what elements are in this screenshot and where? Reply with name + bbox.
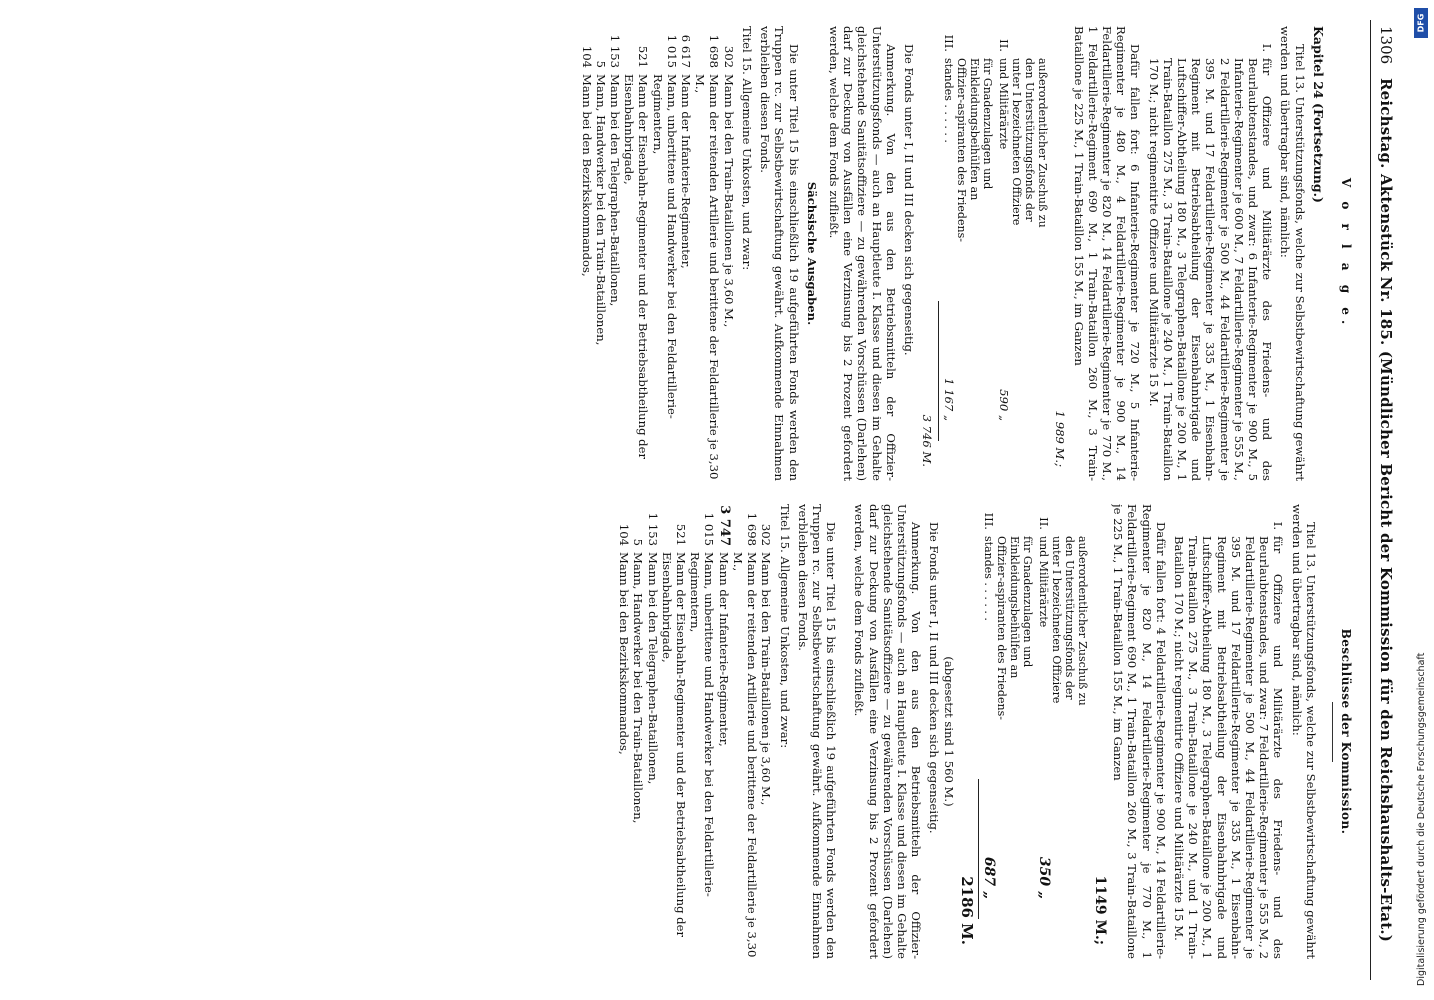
item-3-amount: 1 167 „ [942, 378, 957, 421]
total-amount: 2186 M. [957, 876, 976, 945]
item-2-text: außerordentlicher Zuschuß zu den Unterstützungsfonds der unter I bezeichneten Offiziere und Militärärzte [1036, 536, 1089, 706]
total-amount: 3 746 M. [920, 414, 935, 467]
list-item [722, 26, 736, 481]
item-3-text: für Gnadenzulagen und Einkleidungsbeihülfen an Offizier-aspiranten des Friedens-standes . . . . . . [942, 58, 995, 242]
list-item [759, 504, 773, 959]
item-2 [1037, 504, 1089, 959]
digitization-sidebar [1412, 6, 1432, 996]
saechs-intro: Die unter Titel 15 bis einschließlich 19 aufgeführten Fonds werden den Truppen rc. zur Selbstbewirtschaftung gewährt. Aufkommende Einnahmen verbleiben diesen Fonds. [758, 26, 801, 481]
dafuer-text: Dafür fallen fort: 6 Infanterie-Regimenter je 720 M., 5 Infanterie-Regimenter je 480 M., 4 Feldartillerie-Regimenter je 900 M., 14 Feldartillerie-Regimenter je 820 M., 14 Feldartillerie-Regimenter je 770 M., 1 Feldartillerie-Regiment 690 M., 1 Train-Bataillon 260 M., 3 Train-Bataillone je 225 M., 1 Train-Bataillon 155 M., im Ganzen [1071, 26, 1143, 481]
list-item [579, 26, 593, 481]
row-text: Mann der reitenden Artillerie und berittene der Feldartillerie je 3,30 M., [730, 552, 760, 958]
list-item [608, 26, 622, 481]
row-text: Mann, unberittene und Handwerker bei den Feldartillerie-Regimentern, [688, 552, 717, 897]
row-number: 1 153 [645, 512, 660, 546]
list-item [631, 504, 645, 959]
item-3-amount: 687 „ [980, 856, 997, 899]
row-text: Mann bei den Train-Bataillonen je 3,60 M., [759, 552, 774, 806]
page-number: 1306 [1377, 26, 1395, 65]
item-2-amount: 350 „ [1035, 856, 1052, 899]
row-text: Mann bei den Bezirkskommandos, [617, 552, 632, 755]
title-15-text: Titel 15. Allgemeine Unkosten, und zwar: [739, 26, 754, 271]
page-title: Reichstag. Aktenstück Nr. 185. (Mündlicher Bericht der Kommission für den Reichshaushalts-Etat.) [1377, 78, 1395, 943]
column-heading-beschluesse: Beschlüsse der Kommission. [1332, 504, 1353, 959]
column-heading-vorlage: V o r l a g e. [1339, 177, 1353, 330]
row-number: 1 015 [702, 512, 717, 546]
item-3 [942, 26, 994, 481]
row-number: 1 698 [707, 34, 722, 68]
item-3-text: für Gnadenzulagen und Einkleidungsbeihülfen an Offizier-aspiranten des Friedens-standes . . . . . . [981, 536, 1034, 720]
item-2-label: II. [997, 39, 1012, 52]
item-3-label: III. [942, 34, 957, 52]
row-number: 6 617 [679, 34, 694, 68]
list-item [650, 26, 678, 481]
list-item [717, 504, 731, 959]
document-page [37, 20, 1397, 980]
list-item [622, 26, 650, 481]
row-number: 104 [617, 523, 632, 546]
digitization-credit: Digitalisierung gefördert durch die Deutsche Forschungsgemeinschaft [1416, 652, 1427, 986]
abgesetzt-note: (abgesetzt sind 1 560 M.) [941, 656, 956, 807]
item-1-text: für Offiziere und Militärärzte des Friedens- und des Beurlaubtenstandes, und zwar: 6 Infanterie-Regimenter je 900 M., 5 Infanterie-Regimenter je 600 M., 7 Feldartillerie-Regimenter je 555 M., 2 Feldartillerie-Regimenter je 500 M., 44 Feldartillerie-Regimenter je 395 M. und 17 Feldartillerie-Regimenter je 335 M., 1 Eisenbahn-Regiment mit Betriebsabtheilung der Eisenbahnbrigade und Luftschiffer-Abtheilung 180 M., 3 Telegraphen-Bataillone je 200 M., 1 Train-Bataillon 275 M., 3 Train-Bataillone je 240 M., 1 Train-Bataillon 170 M.; nicht regimentirte Offiziere und Militärärzte 15 M. [1146, 58, 1275, 481]
sum-rule [938, 301, 939, 441]
item-3-label: III. [981, 512, 996, 530]
sum-1: 1 989 M.; [1053, 410, 1068, 467]
item-1-text: für Offiziere und Militärärzte des Friedens- und des Beurlaubtenstandes, und zwar: 7 Feldartillerie-Regimenter je 555 M., 2 Feldartillerie-Regimenter je 500 M., 44 Feldartillerie-Regimenter je 395 M. und 17 Feldartillerie-Regimenter je 335 M., 1 Eisenbahn-Regiment mit Betriebsabtheilung der Eisenbahnbrigade und Luftschiffer-Abtheilung 180 M., 3 Telegraphen-Bataillone je 200 M., 1 Train-Bataillon 275 M., 3 Train-Bataillone je 240 M., und 1 Train-Bataillon 170 M.; nicht regimentirte Offiziere und Militärärzte 15 M. [1171, 536, 1286, 959]
row-text: Mann bei den Telegraphen-Bataillonen, [645, 552, 660, 785]
item-1 [1172, 504, 1286, 959]
anmerkung-text: Anmerkung. Von den aus den Betriebsmitteln der Offizier-Unterstützungsfonds — auch an Hauptleute I. Klasse und diesen im Gehalte gleichstehende Sanitätsoffiziere — zu gewährenden Vorschüssen (Darlehen) darf zur Deckung von Ausfällen eine Verzinsung bis 2 Prozent gefordert werden, welche dem Fonds zufließt. [852, 504, 924, 959]
row-number: 521 [674, 523, 689, 546]
row-number: 521 [636, 45, 651, 68]
row-text: Mann, unberittene und Handwerker bei den Feldartillerie-Regimentern, [650, 74, 679, 419]
row-number: 5 [631, 538, 646, 546]
row-number: 302 [759, 523, 774, 546]
row-text: Mann, Handwerker bei den Train-Bataillonen, [593, 74, 608, 346]
list-item [688, 504, 716, 959]
column-vorlage [63, 26, 1363, 481]
item-1 [1146, 26, 1274, 481]
page-header [1370, 20, 1397, 980]
row-text: Mann bei den Telegraphen-Bataillonen, [608, 74, 623, 307]
title-15-list [579, 26, 735, 481]
dafuer-text: Dafür fallen fort: 4 Feldartillerie-Regimenter je 900 M., 14 Feldartillerie-Regimenter je 820 M., 14 Feldartillerie-Regimenter je 770 M., 1 Feldartillerie-Regiment 690 M., 1 Train-Bataillon 260 M., 3 Train-Bataillone je 225 M., 1 Train-Bataillon 155 M., im Ganzen [1111, 504, 1168, 959]
section-heading: Sächsische Ausgaben. [804, 181, 819, 326]
item-3 [982, 504, 1034, 959]
dfg-logo: DFG [1414, 8, 1428, 38]
list-item [645, 504, 659, 959]
list-item [594, 26, 608, 481]
row-text: Mann der Infanterie-Regimenter, [679, 74, 694, 269]
row-text: Mann bei den Train-Bataillonen je 3,60 M., [721, 74, 736, 328]
row-number: 5 [593, 60, 608, 68]
sum-1: 1149 M.; [1091, 875, 1108, 945]
item-2-amount: 590 „ [997, 389, 1012, 421]
sum-rule [978, 779, 979, 919]
row-text: Mann, Handwerker bei den Train-Bataillonen, [631, 552, 646, 824]
column-beschluesse [63, 504, 1363, 959]
title-13-text: Titel 13. Unterstützungsfonds, welche zur Selbstbewirtschaftung gewährt werden und übertragbar sind, nämlich: [1289, 504, 1318, 959]
row-number: 302 [721, 45, 736, 68]
item-1-label: I. [1271, 521, 1286, 530]
row-number: 1 153 [608, 34, 623, 68]
list-item [731, 504, 759, 959]
row-number: 104 [579, 45, 594, 68]
title-15-list [617, 504, 773, 959]
list-item [617, 504, 631, 959]
fonds-note: Die Fonds unter I, II und III decken sich gegenseitig. [901, 44, 916, 356]
row-text: Mann der Eisenbahn-Regimenter und der Betriebsabtheilung der Eisenbahnbrigade, [622, 74, 651, 460]
row-text: Mann bei den Bezirkskommandos, [579, 74, 594, 277]
row-text: Mann der Eisenbahn-Regimenter und der Betriebsabtheilung der Eisenbahnbrigade, [659, 552, 689, 938]
list-item [693, 26, 721, 481]
row-text: Mann der reitenden Artillerie und berittene der Feldartillerie je 3,30 M., [693, 74, 722, 480]
row-text: Mann der Infanterie-Regimenter, [716, 552, 731, 747]
list-item [660, 504, 688, 959]
item-2-text: außerordentlicher Zuschuß zu den Unterstützungsfonds der unter I bezeichneten Offiziere und Militärärzte [997, 58, 1050, 228]
item-2 [997, 26, 1049, 481]
title-13-text: Titel 13. Unterstützungsfonds, welche zur Selbstbewirtschaftung gewährt werden und übertragbar sind, nämlich: [1278, 26, 1307, 481]
row-number: 1 698 [745, 512, 760, 546]
item-2-label: II. [1036, 517, 1051, 530]
title-15-text: Titel 15. Allgemeine Unkosten, und zwar: [777, 504, 792, 749]
fonds-note: Die Fonds unter I, II und III decken sich gegenseitig. [927, 522, 942, 834]
row-number: 1 015 [664, 34, 679, 68]
chapter-heading: Kapitel 24 (Fortsetzung.) [1310, 26, 1326, 203]
row-number: 3 747 [716, 505, 732, 546]
item-1-label: I. [1260, 43, 1275, 52]
list-item [679, 26, 693, 481]
anmerkung-text: Anmerkung. Von den aus den Betriebsmitteln der Offizier-Unterstützungsfonds — auch an Hauptleute I. Klasse und diesen im Gehalte gleichstehende Sanitätsoffiziere — zu gewährenden Vorschüssen (Darlehen) darf zur Deckung von Ausfällen eine Verzinsung bis 2 Prozent gefordert werden, welche dem Fonds zufließt. [826, 26, 898, 481]
saechs-intro: Die unter Titel 15 bis einschließlich 19 aufgeführten Fonds werden den Truppen rc. zur Selbstbewirtschaftung gewährt. Aufkommende Einnahmen verbleiben diesen Fonds. [795, 504, 839, 959]
